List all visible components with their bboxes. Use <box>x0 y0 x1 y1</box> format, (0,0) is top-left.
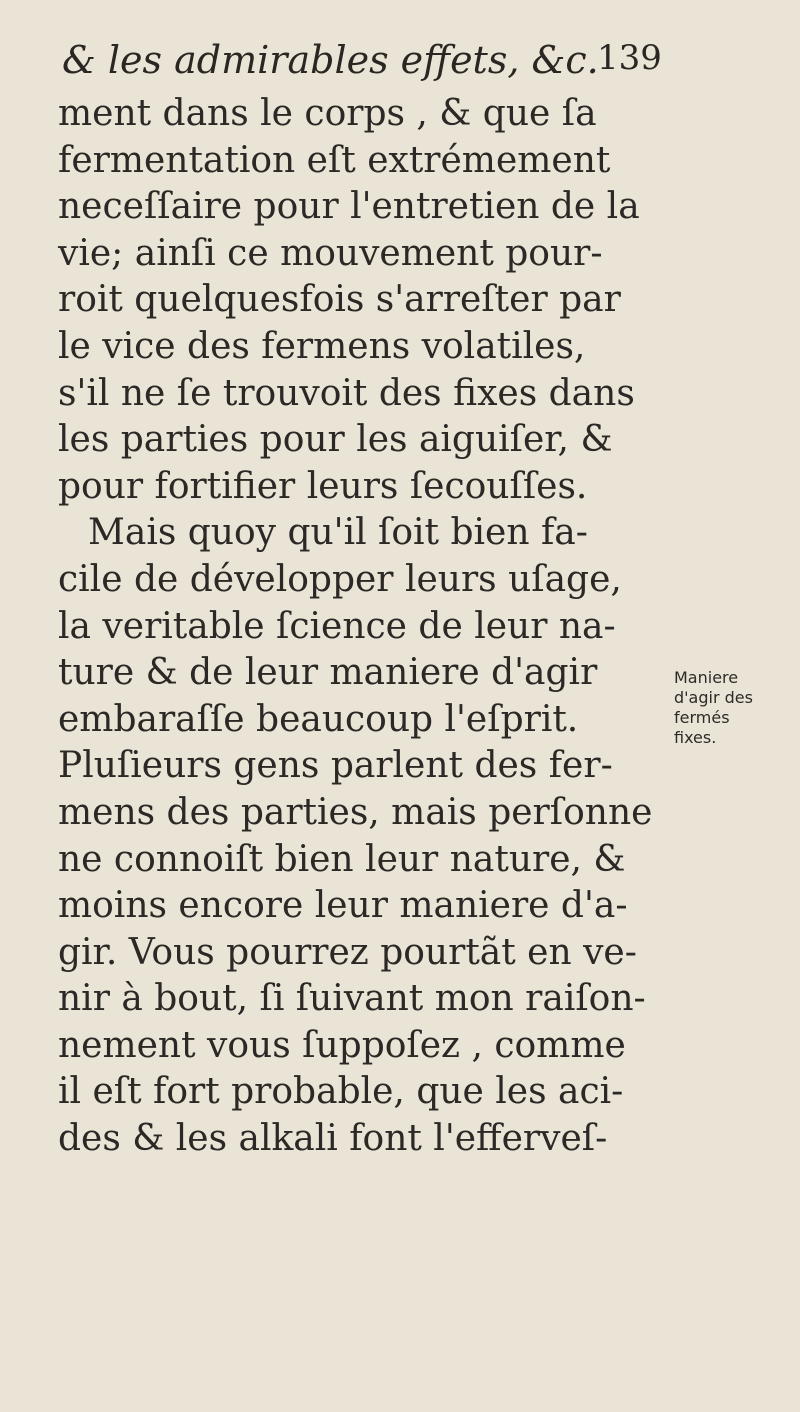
text-line: le vice des fermens volatiles, <box>58 325 586 367</box>
text-line: roit quelquesfois s'arreſter par <box>58 279 621 321</box>
running-title: & les admirables effets, &c. <box>62 38 599 82</box>
text-line: il eſt fort probable, que les aci- <box>58 1071 624 1113</box>
page-number: 139 <box>597 38 662 78</box>
margin-note-line: d'agir des <box>674 688 753 707</box>
text-line: la veritable ſcience de leur na- <box>58 605 616 647</box>
running-header <box>62 38 662 88</box>
margin-note-line: Maniere <box>674 668 739 687</box>
text-line: gir. Vous pourrez pourtãt en ve- <box>58 931 637 973</box>
text-line: embaraſſe beaucoup l'eſprit. <box>58 698 579 740</box>
margin-note-line: fixes. <box>674 728 717 747</box>
text-line: ment dans le corps , & que ſa <box>58 93 597 134</box>
text-line: s'il ne ſe trouvoit des fixes dans <box>58 372 635 414</box>
text-line: moins encore leur maniere d'a- <box>58 885 628 927</box>
margin-note <box>674 668 796 748</box>
text-line: pour fortifier leurs ſecouſſes. <box>58 465 588 507</box>
text-line: vie; ainſi ce mouvement pour- <box>58 232 603 274</box>
text-line: cile de développer leurs uſage, <box>58 558 622 600</box>
body-text <box>58 91 658 1163</box>
text-line: Pluſieurs gens parlent des fer- <box>58 745 613 787</box>
text-line: nir à bout, ſi ſuivant mon raiſon- <box>58 978 646 1020</box>
text-line: fermentation eſt extrémement <box>58 139 611 181</box>
paragraph-start-line: Mais quoy qu'il ſoit bien fa- <box>88 512 588 554</box>
text-line: ture & de leur maniere d'agir <box>58 652 598 694</box>
text-line: nement vous ſuppoſez , comme <box>58 1024 626 1066</box>
text-line: neceſſaire pour l'entretien de la <box>58 186 640 228</box>
margin-note-line: fermés <box>674 708 730 727</box>
text-line: ne connoiſt bien leur nature, & <box>58 838 626 880</box>
text-line: des & les alkali font l'efferveſ- <box>58 1118 608 1160</box>
text-line: les parties pour les aiguiſer, & <box>58 419 613 461</box>
text-line: mens des parties, mais perſonne <box>58 791 653 833</box>
